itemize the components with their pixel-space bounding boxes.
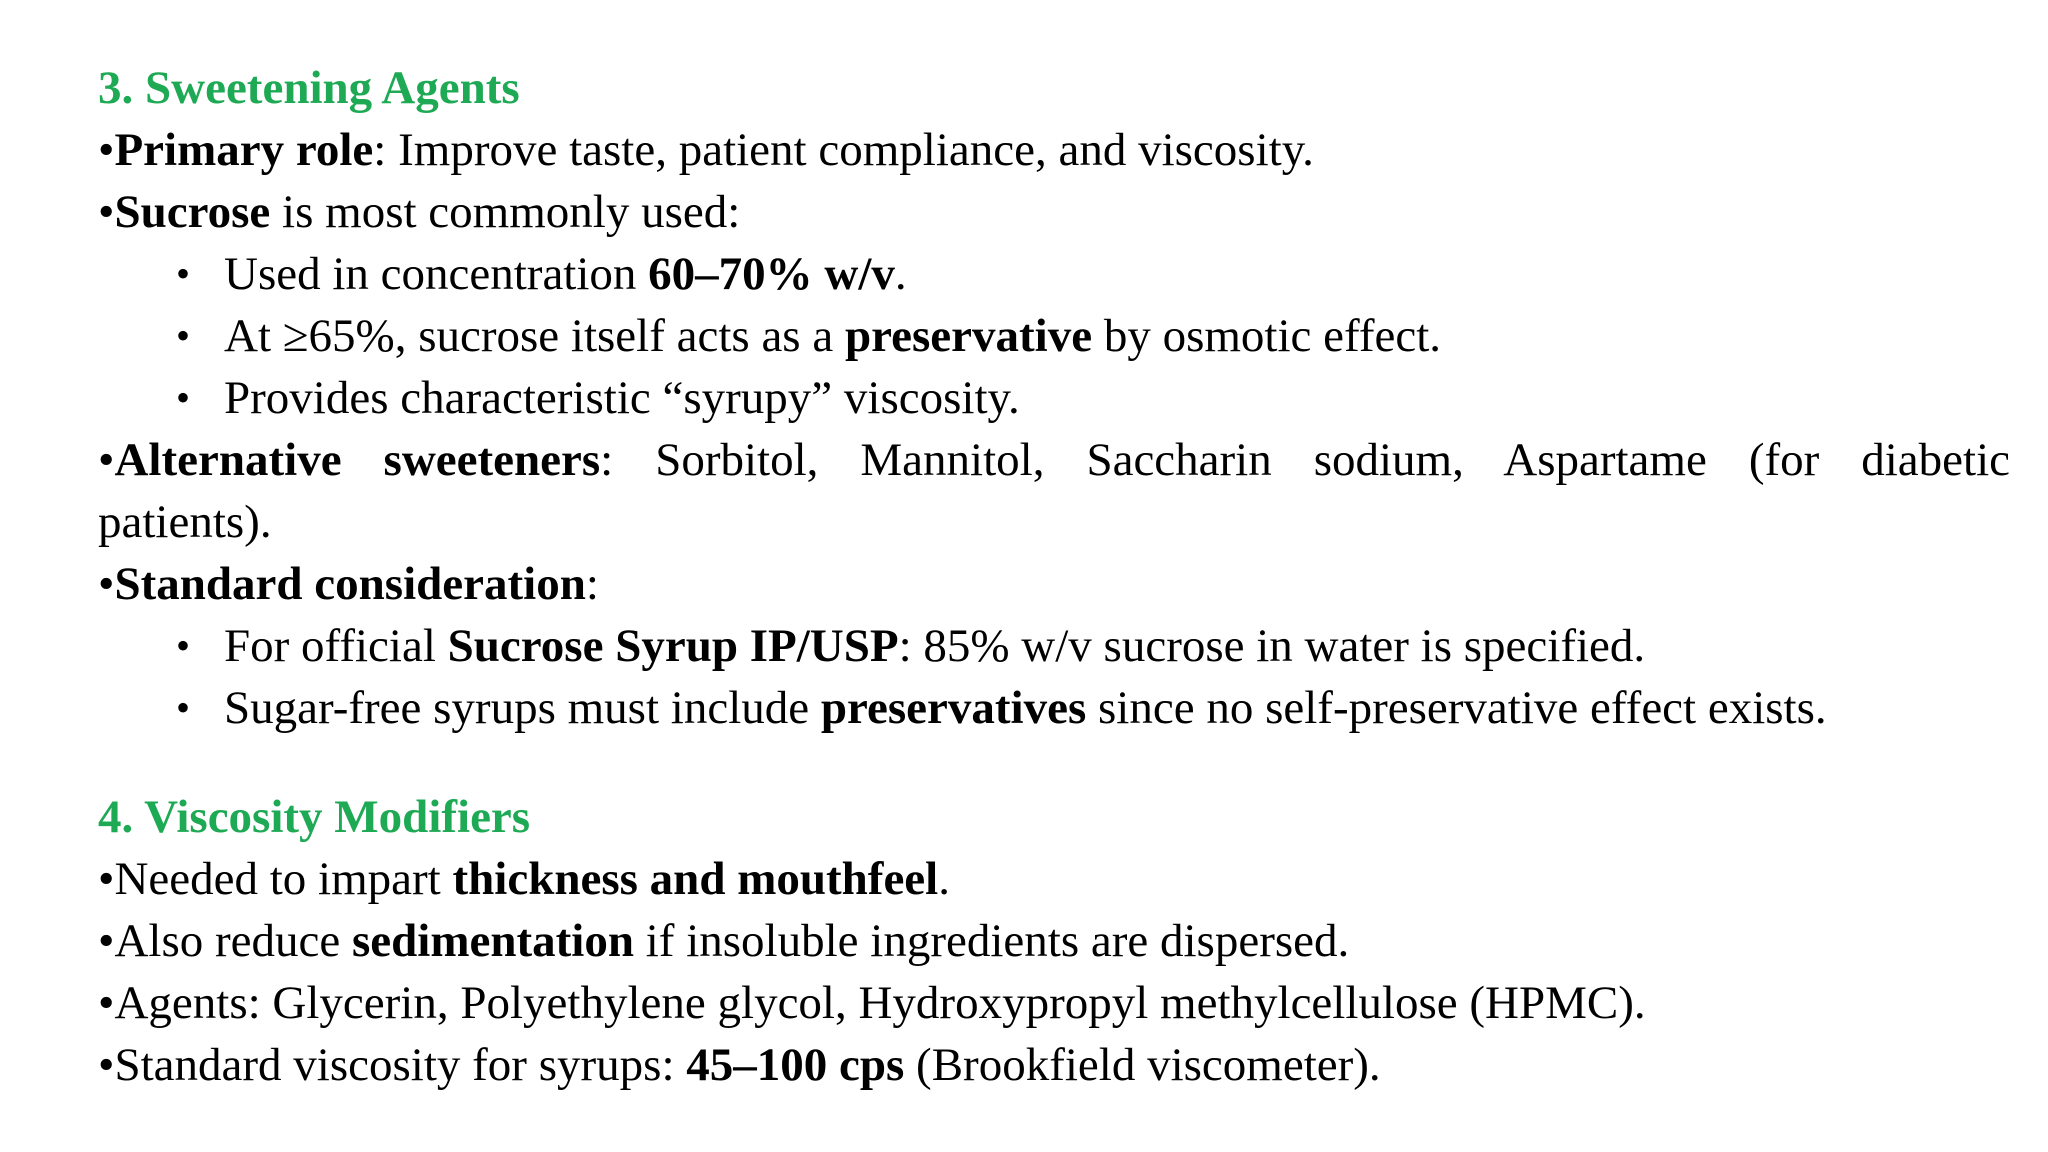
standard-text: : [585, 558, 599, 610]
bullet-standard-viscosity [98, 1034, 1381, 1096]
sub-bullet-dot: • [176, 623, 191, 668]
sub-bullet-bold: 60–70% w/v [648, 248, 895, 300]
bullet-sedimentation [98, 910, 1349, 972]
primary-role-label: Primary role [114, 124, 374, 176]
sub-bullet-text-end: since no self-preservative effect exists. [1086, 682, 1827, 734]
sub-bullet-dot: • [176, 251, 191, 296]
sub-bullet-dot: • [176, 685, 191, 730]
sub-bullet-text: For official [224, 620, 448, 672]
section-heading-sweetening-agents: 3. Sweetening Agents [98, 62, 520, 114]
bullet-text-end: . [938, 853, 950, 905]
sub-bullet-text: Used in concentration [224, 248, 649, 300]
alternative-label: Alternative sweeteners [114, 434, 601, 486]
bullet-dot: • [98, 124, 115, 176]
bullet-thickness [98, 848, 950, 910]
sub-bullet-bold: preservatives [820, 682, 1087, 734]
alternative-continuation: patients). [98, 496, 272, 548]
sub-bullet-dot: • [176, 375, 191, 420]
bullet-text: Standard viscosity for syrups: [114, 1039, 687, 1091]
sub-bullet-official-syrup [176, 615, 1645, 677]
bullet-sucrose [98, 181, 740, 243]
bullet-dot: • [98, 558, 115, 610]
bullet-dot: • [98, 977, 115, 1029]
sub-bullet-dot: • [176, 313, 191, 358]
sucrose-text: is most commonly used: [270, 186, 741, 238]
sub-bullet-text: Sugar-free syrups must include [224, 682, 821, 734]
bullet-text: Agents: Glycerin, Polyethylene glycol, Hydroxypropyl methylcellulose (HPMC). [114, 977, 1646, 1029]
section-heading-viscosity-modifiers: 4. Viscosity Modifiers [98, 791, 531, 843]
bullet-dot: • [98, 1039, 115, 1091]
bullet-bold: 45–100 cps [686, 1039, 905, 1091]
sub-bullet-sugar-free [176, 677, 1827, 739]
bullet-alternative-sweeteners [98, 429, 2010, 491]
sub-bullet-text-end: . [894, 248, 907, 300]
bullet-dot: • [98, 434, 115, 486]
bullet-standard-consideration [98, 553, 599, 615]
sub-bullet-concentration [176, 243, 907, 305]
sub-bullet-text: At ≥65%, sucrose itself acts as a [224, 310, 845, 362]
bullet-agents [98, 972, 1646, 1034]
bullet-bold: sedimentation [352, 915, 634, 967]
bullet-text: Needed to impart [114, 853, 453, 905]
primary-role-text: : Improve taste, patient compliance, and viscosity. [373, 124, 1314, 176]
bullet-text: Also reduce [114, 915, 352, 967]
bullet-primary-role [98, 119, 1314, 181]
bullet-dot: • [98, 915, 115, 967]
sub-bullet-text-end: by osmotic effect. [1092, 310, 1441, 362]
sub-bullet-text-end: : 85% w/v sucrose in water is specified. [898, 620, 1646, 672]
sub-bullet-syrupy-viscosity [176, 367, 1020, 429]
sucrose-label: Sucrose [114, 186, 271, 238]
sub-bullet-text: Provides characteristic “syrupy” viscosity. [224, 372, 1020, 424]
sub-bullet-bold: preservative [844, 310, 1093, 362]
bullet-dot: • [98, 853, 115, 905]
bullet-bold: thickness and mouthfeel [452, 853, 939, 905]
bullet-text-end: if insoluble ingredients are dispersed. [634, 915, 1350, 967]
bullet-dot: • [98, 186, 115, 238]
alternative-text: : Sorbitol, Mannitol, Saccharin sodium, Aspartame (for diabetic [600, 434, 2011, 486]
bullet-text-end: (Brookfield viscometer). [904, 1039, 1381, 1091]
sub-bullet-bold: Sucrose Syrup IP/USP [447, 620, 899, 672]
sub-bullet-preservative [176, 305, 1441, 367]
standard-label: Standard consideration [114, 558, 586, 610]
